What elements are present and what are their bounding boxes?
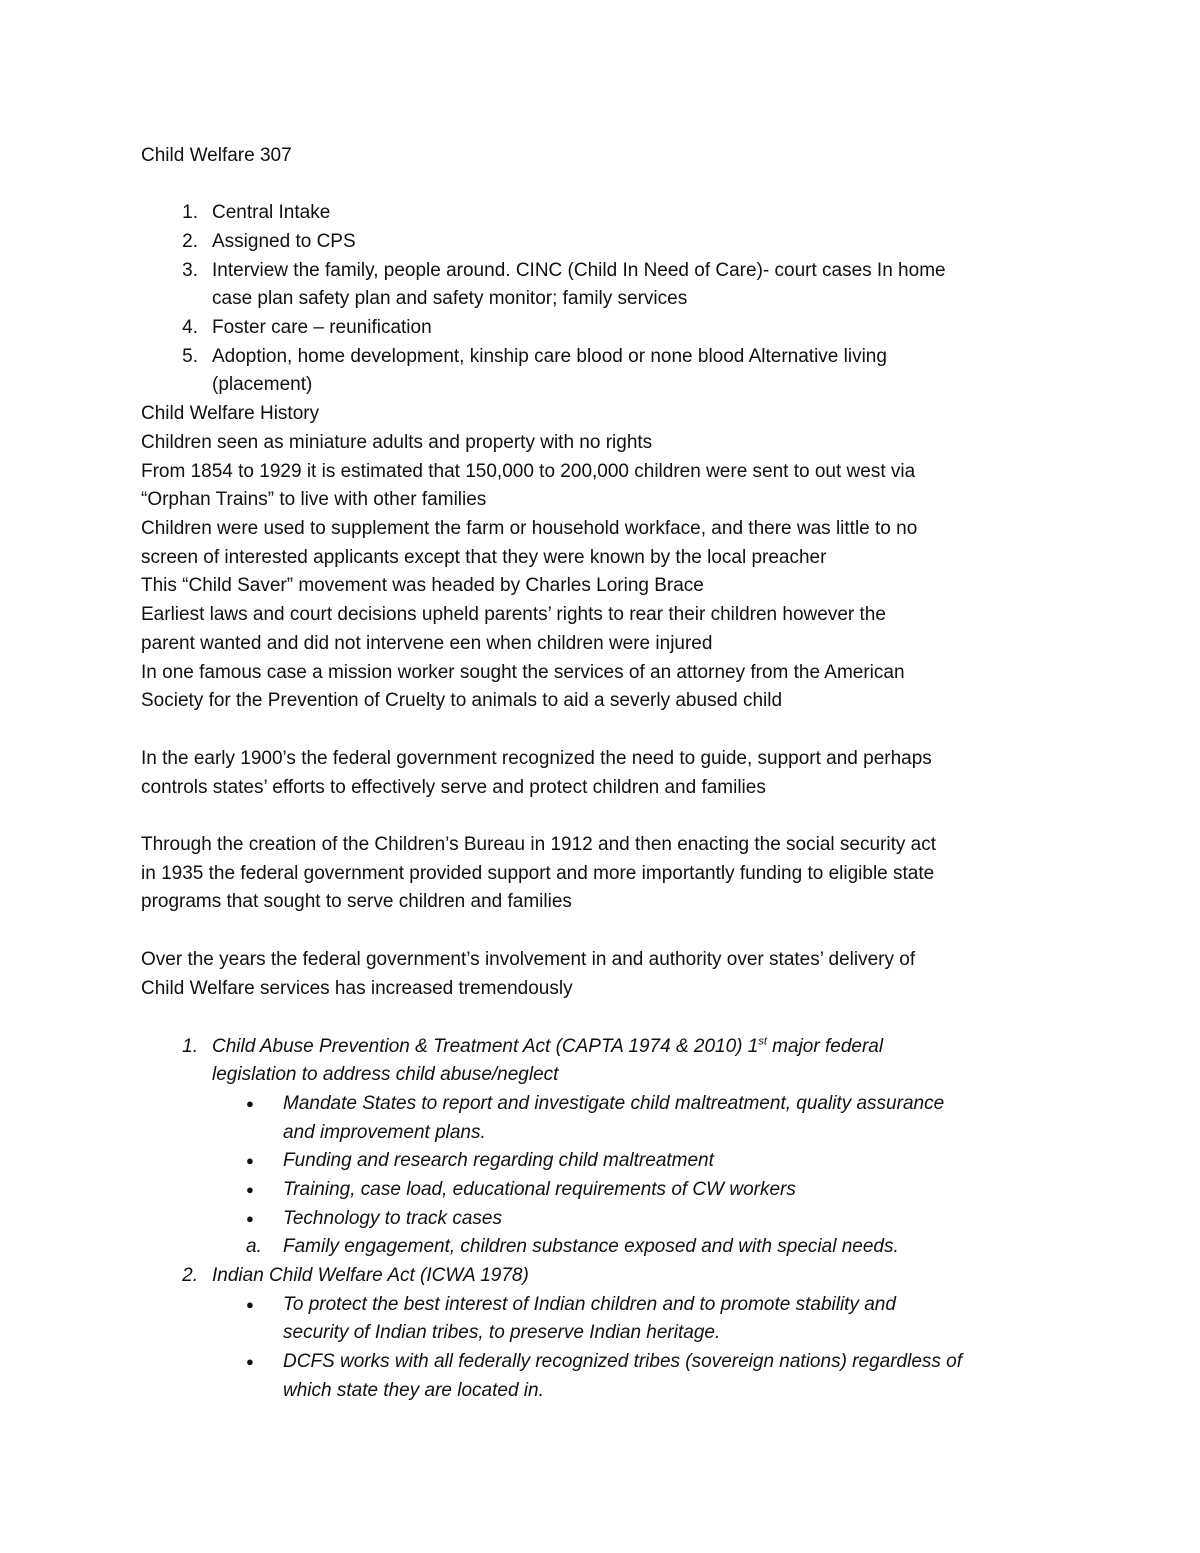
list-item: Foster care – reunification: [212, 317, 432, 338]
text-line: screen of interested applicants except that they were known by the local preacher: [141, 547, 827, 568]
bullet-item: To protect the best interest of Indian children and to promote stability and: [283, 1294, 896, 1315]
text-line: Child Welfare services has increased tremendously: [141, 978, 573, 999]
list-number: 3.: [182, 260, 198, 281]
list-item: Central Intake: [212, 202, 331, 223]
list-number: 5.: [182, 346, 198, 367]
text-line: Over the years the federal government’s involvement in and authority over states’ delivery of: [141, 949, 916, 970]
list-item-continuation: (placement): [212, 374, 313, 395]
text-line: Children were used to supplement the farm or household workface, and there was little to no: [141, 518, 918, 539]
section-heading: Child Welfare History: [141, 403, 320, 424]
list-number: 2.: [182, 1265, 198, 1286]
bullet-item: DCFS works with all federally recognized tribes (sovereign nations) regardless of: [283, 1351, 963, 1372]
bullet-item-continuation: security of Indian tribes, to preserve Indian heritage.: [283, 1322, 721, 1343]
bullet-icon: ●: [246, 1297, 254, 1312]
bullet-item: Funding and research regarding child maltreatment: [283, 1150, 714, 1171]
list-number: 4.: [182, 317, 198, 338]
text-line: In the early 1900’s the federal government recognized the need to guide, support and perhaps: [141, 748, 932, 769]
text-line: “Orphan Trains” to live with other families: [141, 489, 487, 510]
text-line: Through the creation of the Children’s Bureau in 1912 and then enacting the social security act: [141, 834, 936, 855]
bullet-item: Mandate States to report and investigate child maltreatment, quality assurance: [283, 1093, 945, 1114]
bullet-item: Training, case load, educational requirements of CW workers: [283, 1179, 796, 1200]
icwa-heading: Indian Child Welfare Act (ICWA 1978): [212, 1265, 529, 1286]
bullet-item: Technology to track cases: [283, 1208, 502, 1229]
text-line: Earliest laws and court decisions upheld parents’ rights to rear their children however the: [141, 604, 886, 625]
list-item: Adoption, home development, kinship care blood or none blood Alternative living: [212, 346, 887, 367]
sub-item: Family engagement, children substance exposed and with special needs.: [283, 1236, 899, 1257]
list-number: 1.: [182, 202, 198, 223]
text-line: Children seen as miniature adults and property with no rights: [141, 432, 653, 453]
text-line: controls states’ efforts to effectively serve and protect children and families: [141, 777, 766, 798]
list-item: Interview the family, people around. CINC (Child In Need of Care)- court cases In home: [212, 260, 946, 281]
bullet-item-continuation: which state they are located in.: [283, 1380, 544, 1401]
list-number: 1.: [182, 1036, 198, 1057]
list-item: Assigned to CPS: [212, 231, 356, 252]
bullet-icon: ●: [246, 1182, 254, 1197]
list-number: 2.: [182, 231, 198, 252]
bullet-item-continuation: and improvement plans.: [283, 1122, 486, 1143]
text-line: From 1854 to 1929 it is estimated that 150,000 to 200,000 children were sent to out west via: [141, 461, 916, 482]
document-title: Child Welfare 307: [141, 145, 292, 166]
bullet-icon: ●: [246, 1354, 254, 1369]
bullet-icon: ●: [246, 1211, 254, 1226]
text-line: in 1935 the federal government provided support and more importantly funding to eligible state: [141, 863, 935, 884]
text-line: parent wanted and did not intervene een when children were injured: [141, 633, 713, 654]
text-line: In one famous case a mission worker sought the services of an attorney from the American: [141, 662, 905, 683]
text-line: Society for the Prevention of Cruelty to animals to aid a severly abused child: [141, 690, 783, 711]
text-line: programs that sought to serve children and families: [141, 891, 572, 912]
capta-heading-continuation: legislation to address child abuse/neglect: [212, 1064, 559, 1085]
list-item-continuation: case plan safety plan and safety monitor; family services: [212, 288, 688, 309]
bullet-icon: ●: [246, 1153, 254, 1168]
text-line: This “Child Saver” movement was headed by Charles Loring Brace: [141, 575, 704, 596]
sub-item-label: a.: [246, 1236, 262, 1257]
capta-heading: Child Abuse Prevention & Treatment Act (CAPTA 1974 & 2010) 1st major federal: [212, 1035, 884, 1057]
bullet-icon: ●: [246, 1096, 254, 1111]
